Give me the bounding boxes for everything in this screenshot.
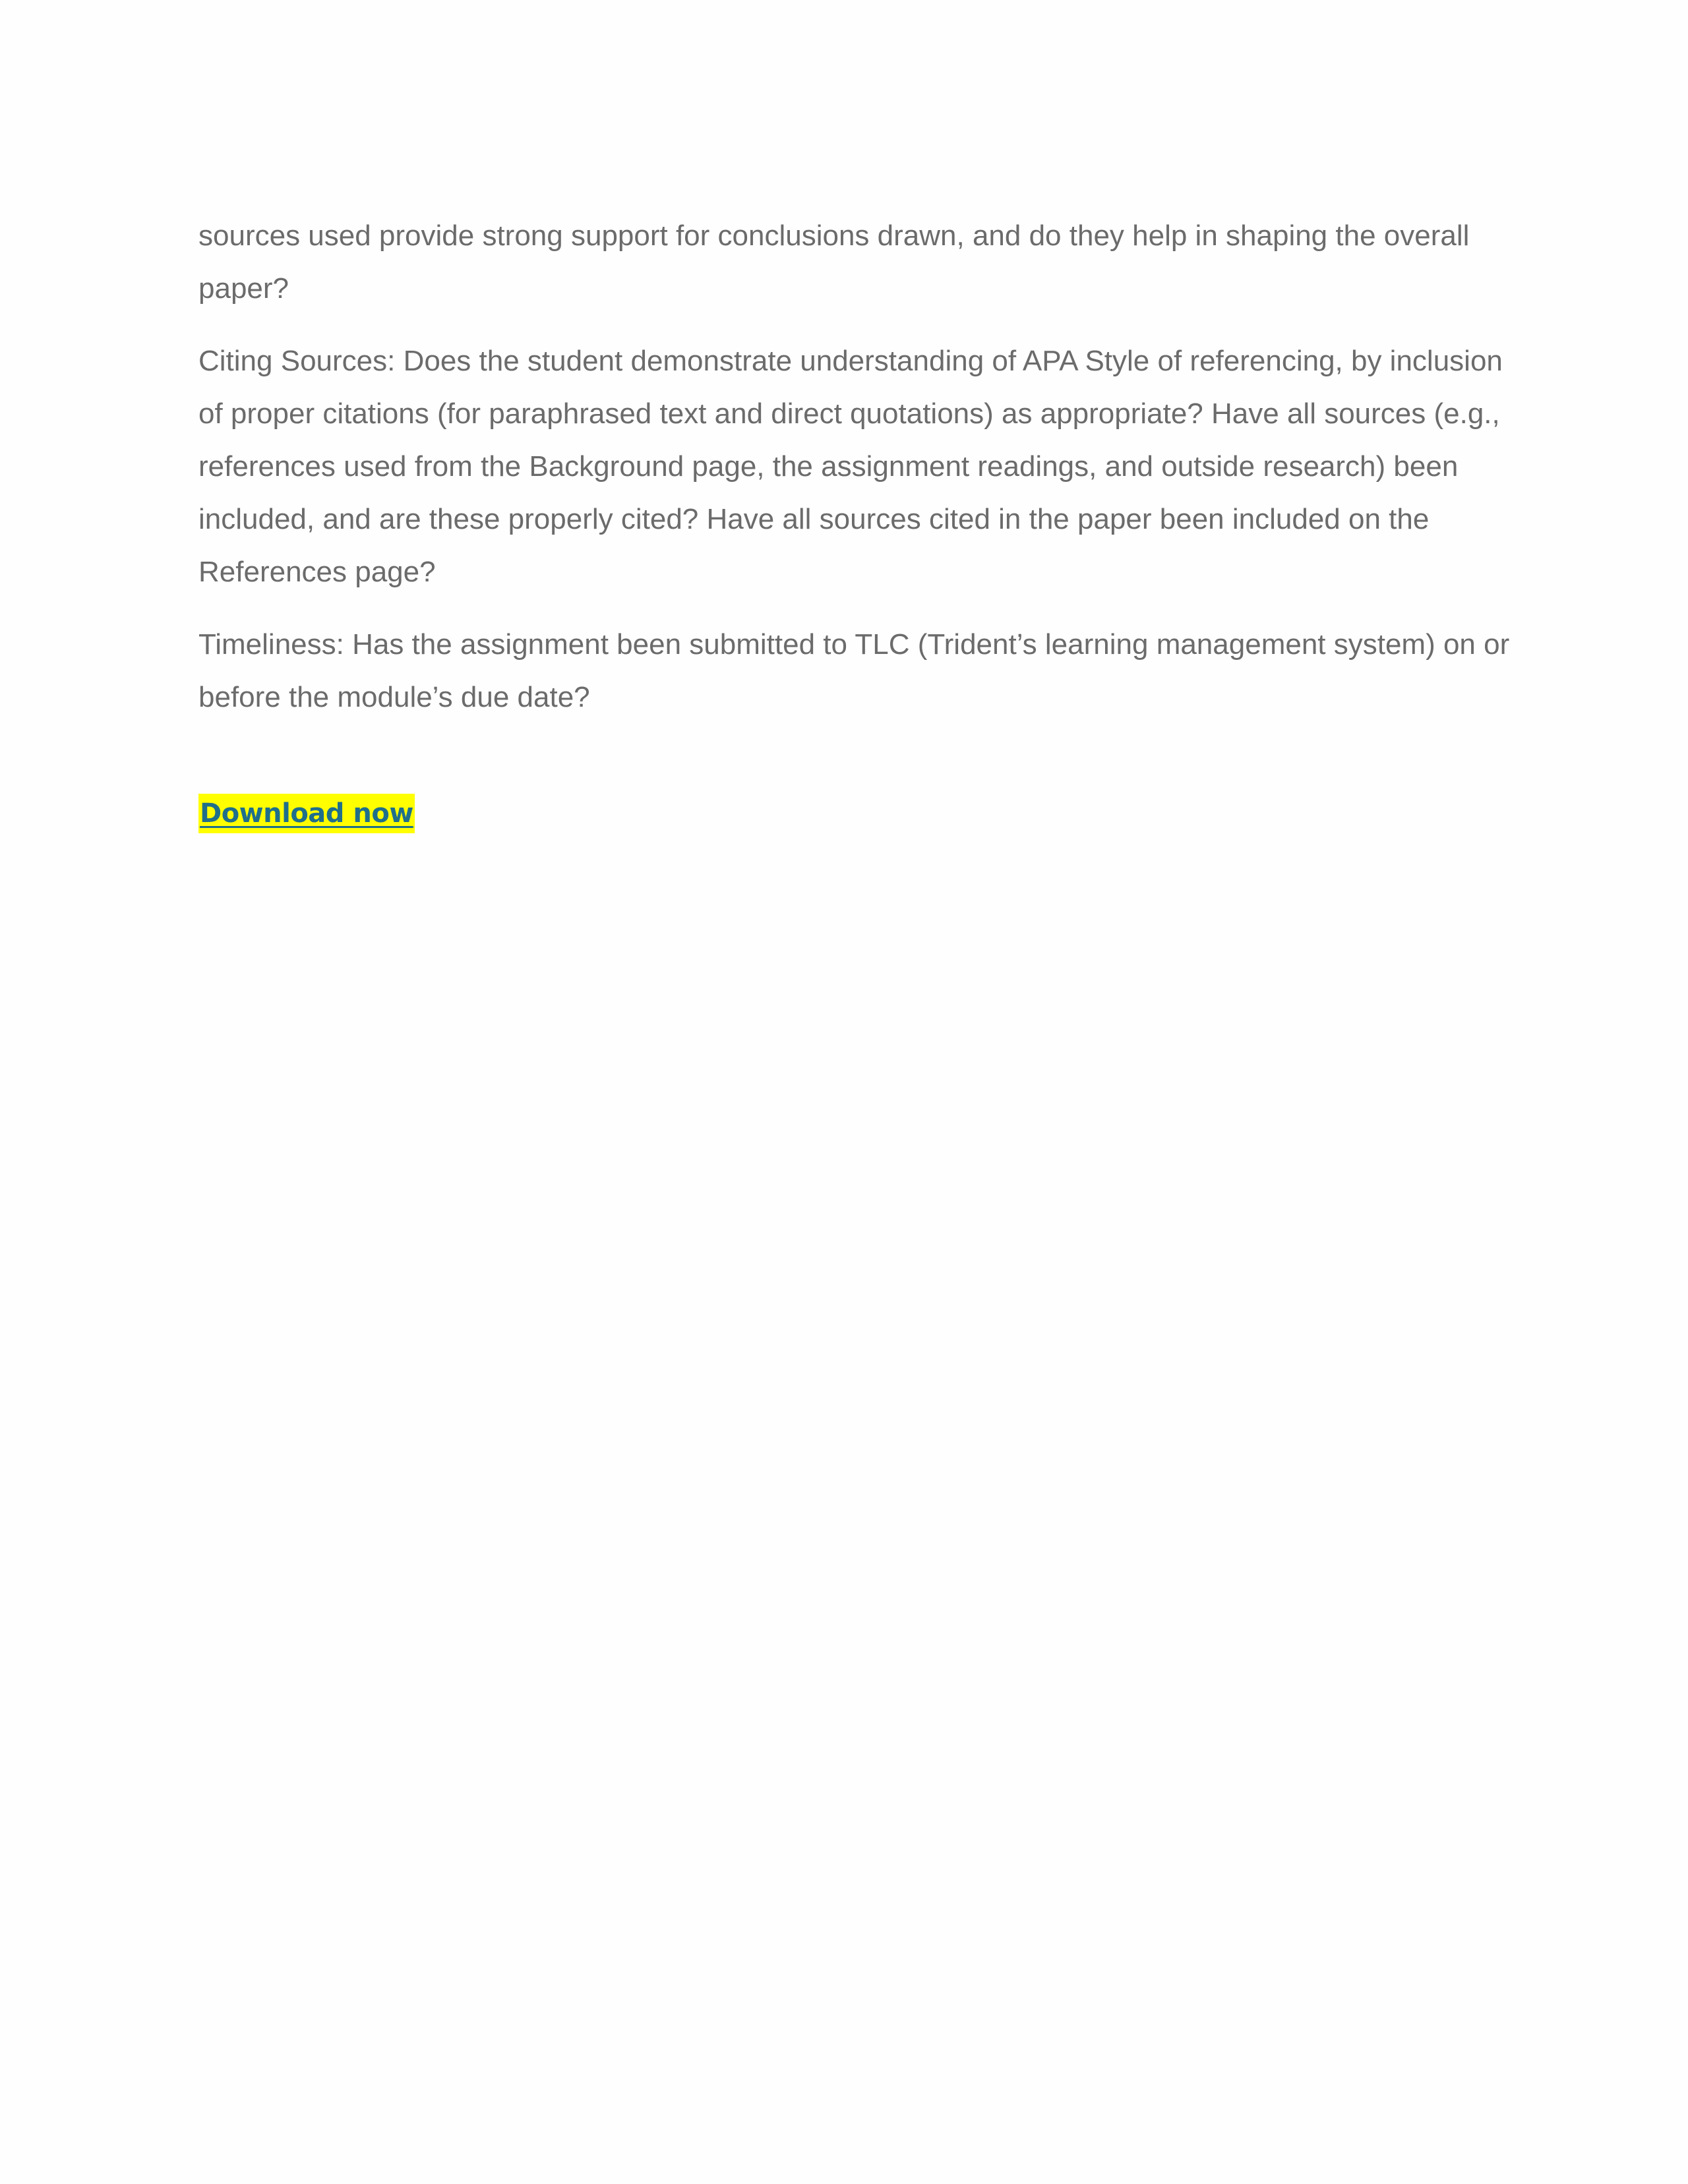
download-container <box>198 794 415 833</box>
paragraph-sources-conclusion: sources used provide strong support for conclusions drawn, and do they help in shaping the overall paper? <box>198 220 1470 305</box>
download-now-link[interactable]: Download now <box>198 794 415 833</box>
paragraph-citing-sources: Citing Sources: Does the student demonstrate understanding of APA Style of referencing, by inclusion of proper citations (for paraphrased text and direct quotations) as appropriate? Have all sources (e.g., references used from the Background page, the assignment readings, and outside research) been included, and are these properly cited? Have all sources cited in the paper been included on the References page? <box>198 345 1503 588</box>
paragraph-timeliness: Timeliness: Has the assignment been submitted to TLC (Trident’s learning management system) on or before the module’s due date? <box>198 628 1510 713</box>
document-body <box>198 210 1511 744</box>
